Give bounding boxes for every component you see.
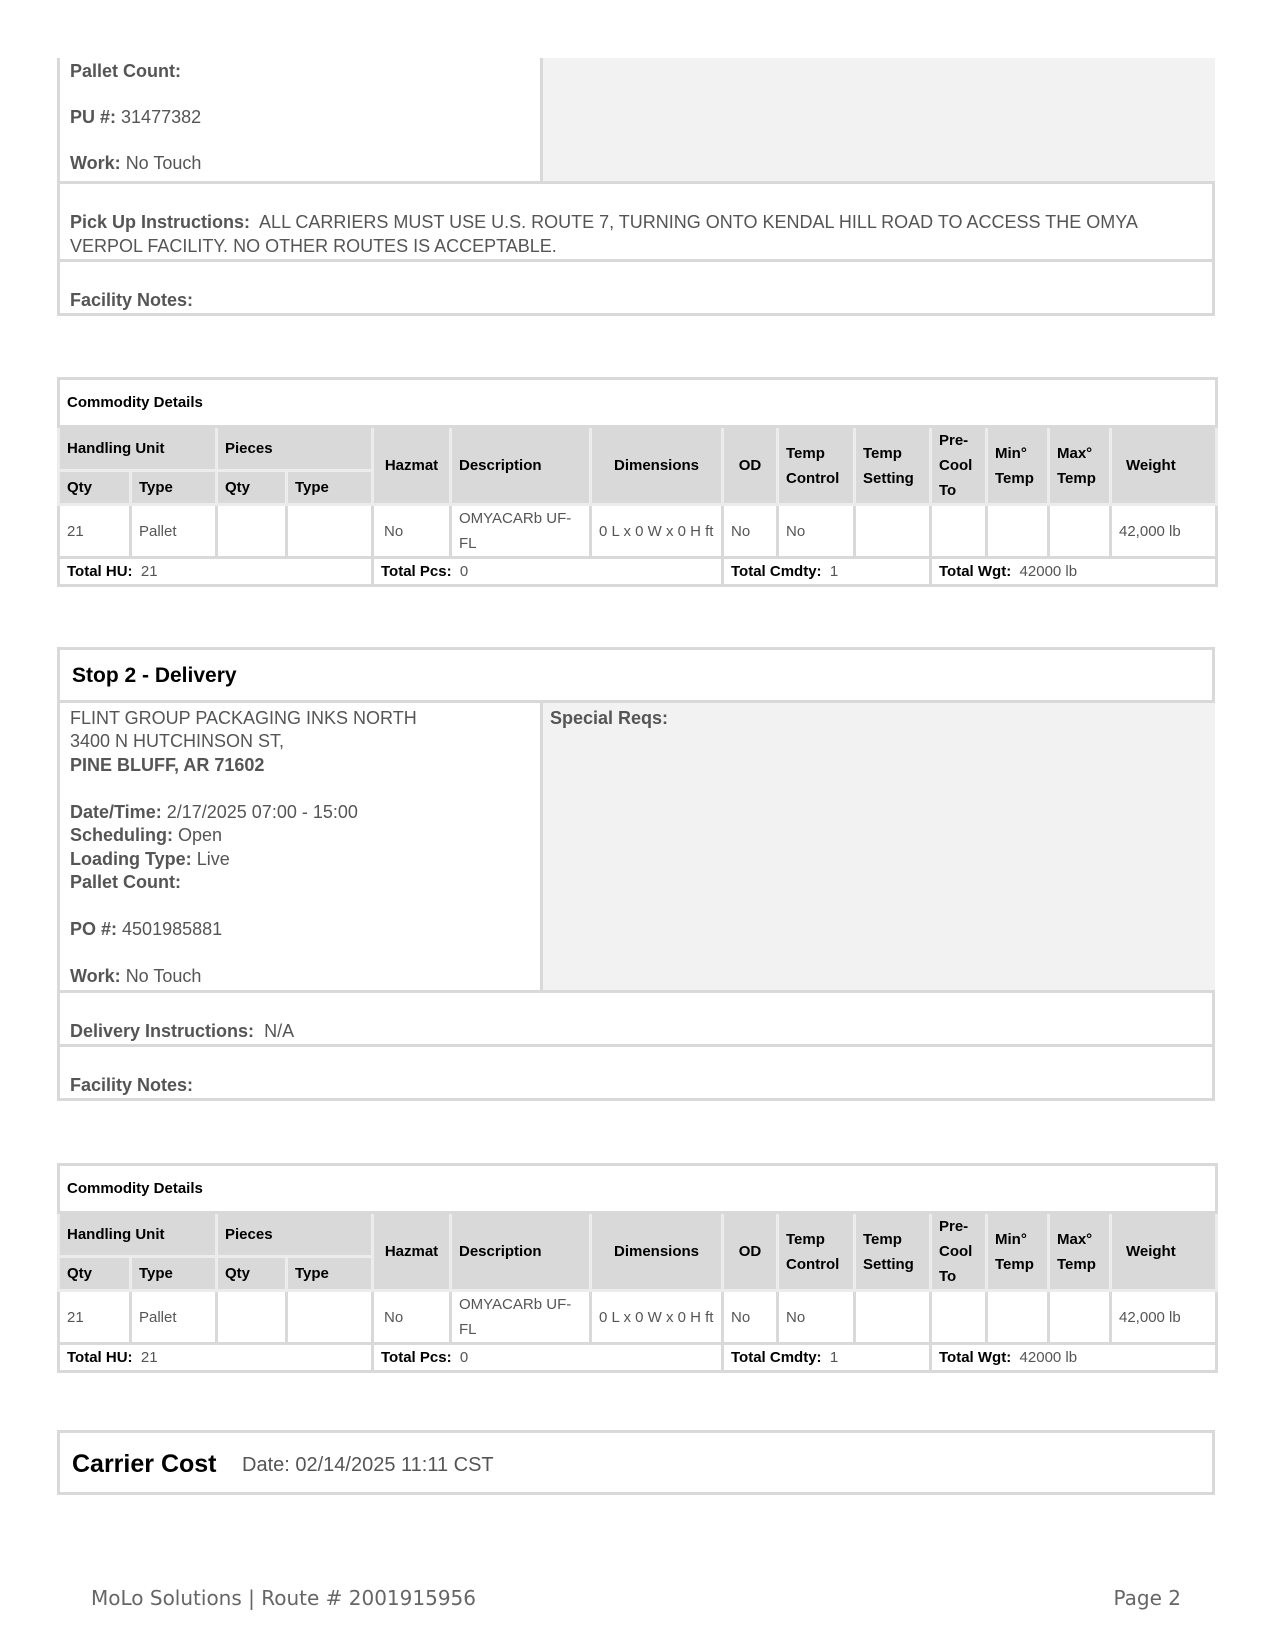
total-pcs: Total Pcs: 0 <box>373 558 723 586</box>
stop1-special-reqs-panel <box>540 58 1215 181</box>
hu-type-cell: Pallet <box>131 1291 217 1344</box>
work-label: Work: <box>70 966 121 986</box>
loading-type-label: Loading Type: <box>70 849 192 869</box>
hazmat-header: Hazmat <box>373 1213 451 1291</box>
commodity-table-1 <box>57 377 1218 587</box>
min-temp-cell <box>987 1291 1049 1344</box>
scheduling-label: Scheduling: <box>70 825 173 845</box>
stop2-title: Stop 2 - Delivery <box>72 664 237 687</box>
table-row <box>59 1291 1217 1344</box>
min-temp-header: Min° Temp <box>987 1213 1049 1291</box>
po-number-line <box>70 918 222 942</box>
max-temp-cell <box>1049 1291 1111 1344</box>
pickup-instructions-text <box>70 211 1200 258</box>
pc-type-header: Type <box>287 471 373 505</box>
loading-type-value: Live <box>196 849 230 869</box>
facility-notes-label: Facility Notes: <box>70 290 194 310</box>
pickup-instructions-value: ALL CARRIERS MUST USE U.S. ROUTE 7, TURNING ONTO KENDAL HILL ROAD TO ACCESS THE OMYA VERPOL FACILITY. NO OTHER ROUTES IS ACCEPTABLE. <box>70 212 1137 256</box>
po-number-value: 4501985881 <box>122 919 223 939</box>
total-hu: Total HU: 21 <box>59 1344 373 1372</box>
total-pcs: Total Pcs: 0 <box>373 1344 723 1372</box>
commodity-details-title: Commodity Details <box>59 379 1217 427</box>
pickup-instructions-label: Pick Up Instructions: <box>70 212 251 232</box>
commodity-details-title: Commodity Details <box>59 1165 1217 1213</box>
weight-cell: 42,000 lb <box>1111 1291 1217 1344</box>
pc-type-header: Type <box>287 1257 373 1291</box>
pallet-count-line <box>70 871 181 895</box>
work-line <box>70 965 201 989</box>
carrier-cost-box <box>57 1430 1215 1495</box>
stop2-left-column <box>60 703 540 990</box>
total-cmdty: Total Cmdty: 1 <box>723 558 931 586</box>
hu-type-header: Type <box>131 1257 217 1291</box>
footer-page-number: Page 2 <box>1113 1586 1181 1610</box>
weight-cell: 42,000 lb <box>1111 505 1217 558</box>
weight-header: Weight <box>1111 1213 1217 1291</box>
scheduling-line <box>70 824 222 848</box>
po-number-label: PO #: <box>70 919 118 939</box>
carrier-cost-date: Date: 02/14/2025 11:11 CST <box>242 1454 494 1476</box>
temp-control-cell: No <box>778 1291 855 1344</box>
dimensions-header: Dimensions <box>591 427 723 505</box>
stop2-header <box>57 647 1215 703</box>
dimensions-cell: 0 L x 0 W x 0 H ft <box>591 505 723 558</box>
description-header: Description <box>451 1213 591 1291</box>
description-header: Description <box>451 427 591 505</box>
hu-qty-header: Qty <box>59 1257 131 1291</box>
delivery-instructions-text <box>70 1020 294 1044</box>
od-header: OD <box>723 1213 778 1291</box>
max-temp-cell <box>1049 505 1111 558</box>
total-wgt: Total Wgt: 42000 lb <box>931 558 1217 586</box>
min-temp-cell <box>987 505 1049 558</box>
max-temp-header: Max° Temp <box>1049 1213 1111 1291</box>
pu-number-value: 31477382 <box>121 107 202 127</box>
pu-number-line <box>70 106 201 130</box>
stop1-left-column <box>60 58 540 181</box>
precool-cell <box>931 1291 987 1344</box>
temp-setting-header: Temp Setting <box>855 1213 931 1291</box>
datetime-line <box>70 801 358 825</box>
pallet-count-line <box>70 60 181 84</box>
hu-type-cell: Pallet <box>131 505 217 558</box>
datetime-value: 2/17/2025 07:00 - 15:00 <box>166 802 358 822</box>
hu-qty-cell: 21 <box>59 1291 131 1344</box>
delivery-instructions-box <box>57 990 1215 1047</box>
consignee-city: PINE BLUFF, AR 71602 <box>70 755 265 775</box>
stop2-facility-notes <box>70 1074 193 1098</box>
loading-type-line <box>70 848 230 872</box>
od-cell: No <box>723 1291 778 1344</box>
special-reqs-panel <box>540 703 1215 990</box>
datetime-label: Date/Time: <box>70 802 162 822</box>
precool-cell <box>931 505 987 558</box>
temp-control-header: Temp Control <box>778 427 855 505</box>
commodity-table-2 <box>57 1163 1218 1373</box>
pc-type-cell <box>287 1291 373 1344</box>
totals-row <box>59 558 1217 586</box>
delivery-instructions-value: N/A <box>264 1021 295 1041</box>
temp-setting-header: Temp Setting <box>855 427 931 505</box>
total-wgt: Total Wgt: 42000 lb <box>931 1344 1217 1372</box>
stop1-facility-notes-box <box>57 259 1215 316</box>
stop1-details-box <box>57 58 1215 184</box>
work-value: No Touch <box>125 966 202 986</box>
description-cell: OMYACARb UF-FL <box>451 1291 591 1344</box>
consignee-name: FLINT GROUP PACKAGING INKS NORTH <box>70 708 417 728</box>
handling-unit-header: Handling Unit <box>59 1213 217 1257</box>
pc-qty-cell <box>217 1291 287 1344</box>
totals-row <box>59 1344 1217 1372</box>
total-hu: Total HU: 21 <box>59 558 373 586</box>
od-cell: No <box>723 505 778 558</box>
scheduling-value: Open <box>178 825 223 845</box>
od-header: OD <box>723 427 778 505</box>
total-cmdty: Total Cmdty: 1 <box>723 1344 931 1372</box>
special-reqs-label: Special Reqs: <box>550 708 669 728</box>
min-temp-header: Min° Temp <box>987 427 1049 505</box>
weight-header: Weight <box>1111 427 1217 505</box>
stop2-facility-notes-box <box>57 1044 1215 1101</box>
carrier-cost-title: Carrier Cost <box>72 1450 217 1478</box>
pieces-header: Pieces <box>217 1213 373 1257</box>
pu-number-label: PU #: <box>70 107 117 127</box>
hazmat-cell: No <box>373 505 451 558</box>
hu-type-header: Type <box>131 471 217 505</box>
pc-qty-header: Qty <box>217 1257 287 1291</box>
table-row <box>59 505 1217 558</box>
description-cell: OMYACARb UF-FL <box>451 505 591 558</box>
temp-setting-cell <box>855 505 931 558</box>
consignee-street: 3400 N HUTCHINSON ST, <box>70 731 285 751</box>
hu-qty-cell: 21 <box>59 505 131 558</box>
hazmat-cell: No <box>373 1291 451 1344</box>
temp-control-header: Temp Control <box>778 1213 855 1291</box>
pc-type-cell <box>287 505 373 558</box>
dimensions-cell: 0 L x 0 W x 0 H ft <box>591 1291 723 1344</box>
pickup-instructions-box <box>57 181 1215 262</box>
temp-control-cell: No <box>778 505 855 558</box>
work-value: No Touch <box>125 153 202 173</box>
handling-unit-header: Handling Unit <box>59 427 217 471</box>
stop2-details-box <box>57 700 1215 993</box>
pc-qty-header: Qty <box>217 471 287 505</box>
footer-route: MoLo Solutions | Route # 2001915956 <box>91 1586 476 1610</box>
precool-header: Pre-Cool To <box>931 427 987 505</box>
temp-setting-cell <box>855 1291 931 1344</box>
max-temp-header: Max° Temp <box>1049 427 1111 505</box>
pc-qty-cell <box>217 505 287 558</box>
hu-qty-header: Qty <box>59 471 131 505</box>
stop1-facility-notes <box>70 289 193 313</box>
work-line <box>70 152 201 176</box>
precool-header: Pre-Cool To <box>931 1213 987 1291</box>
pieces-header: Pieces <box>217 427 373 471</box>
dimensions-header: Dimensions <box>591 1213 723 1291</box>
hazmat-header: Hazmat <box>373 427 451 505</box>
delivery-instructions-label: Delivery Instructions: <box>70 1021 255 1041</box>
facility-notes-label: Facility Notes: <box>70 1075 194 1095</box>
pallet-count-label: Pallet Count: <box>70 61 181 81</box>
pallet-count-label: Pallet Count: <box>70 872 181 892</box>
work-label: Work: <box>70 153 121 173</box>
